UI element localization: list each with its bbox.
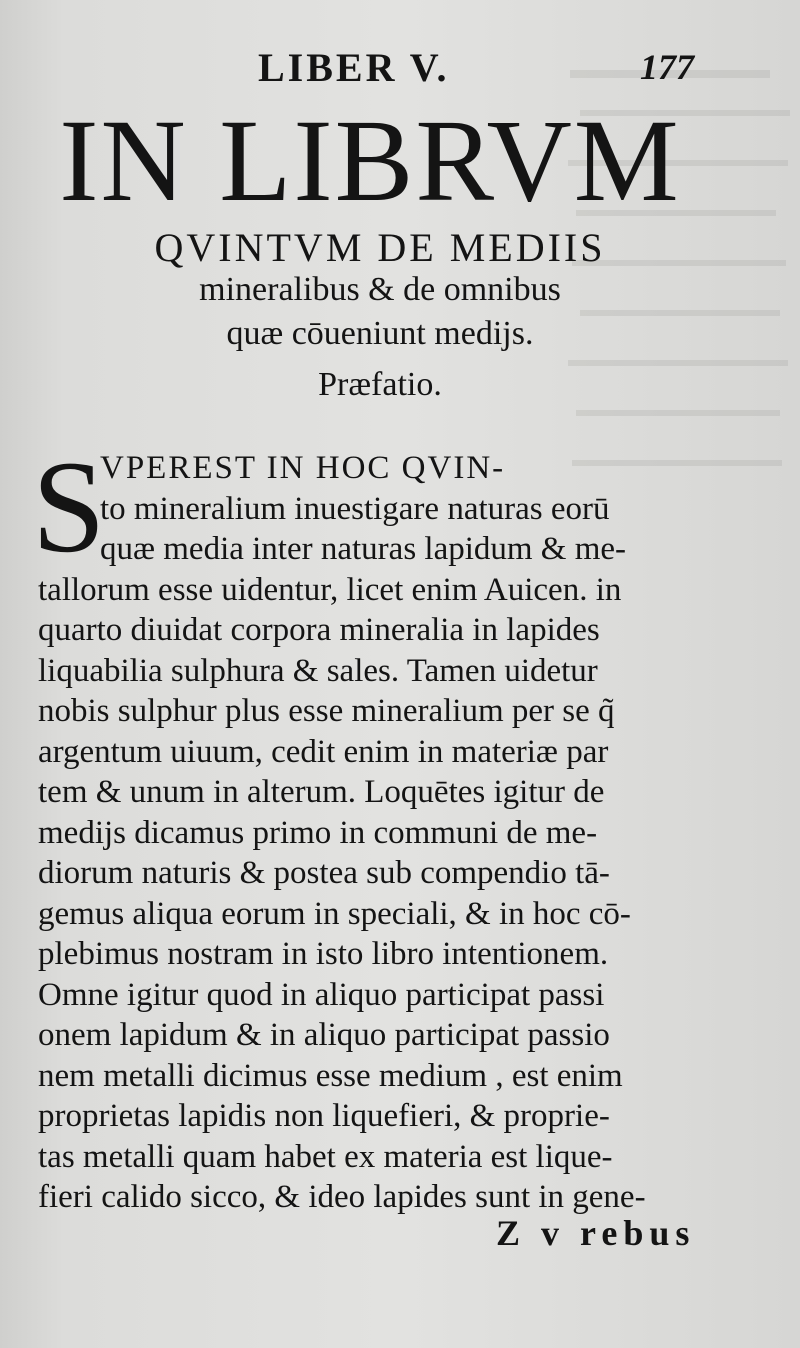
text-line: tas metalli quam habet ex materia est lique- bbox=[38, 1138, 613, 1175]
text-line: fieri calido sicco, & ideo lapides sunt in gene- bbox=[38, 1179, 646, 1215]
text-line: onem lapidum & in aliquo participat passio bbox=[38, 1017, 610, 1053]
page-header bbox=[0, 44, 800, 94]
text-line: tem & unum in alterum. Loquētes igitur de bbox=[38, 774, 605, 810]
text-line: proprietas lapidis non liquefieri, & proprie- bbox=[38, 1098, 610, 1134]
chapter-title: IN LIBRVM bbox=[59, 95, 681, 226]
text-line: quæ media inter naturas lapidum & me- bbox=[100, 531, 627, 567]
catchword: Z v rebus bbox=[496, 1213, 696, 1253]
text-line: quarto diuidat corpora mineralia in lapides bbox=[38, 612, 600, 648]
text-line: nobis sulphur plus esse mineralium per se q̃ bbox=[38, 693, 615, 729]
text-line: tallorum esse uidentur, licet enim Auicen. in bbox=[38, 571, 622, 608]
text-line: liquabilia sulphura & sales. Tamen uidetur bbox=[38, 652, 598, 689]
text-line: diorum naturis & postea sub compendio tā- bbox=[38, 855, 610, 891]
text-line: to mineralium inuestigare naturas eorū bbox=[100, 490, 610, 527]
chapter-subtitle-line-3: quæ cōueniunt medijs. bbox=[226, 315, 534, 352]
drop-cap-initial: S bbox=[32, 433, 106, 580]
preface-heading: Præfatio. bbox=[318, 366, 442, 403]
text-line: VPEREST IN HOC QVIN- bbox=[100, 450, 506, 486]
body-text bbox=[38, 448, 698, 1218]
text-line: plebimus nostram in isto libro intentionem. bbox=[38, 936, 609, 972]
text-line: nem metalli dicimus esse medium , est enim bbox=[38, 1057, 623, 1094]
text-line: gemus aliqua eorum in speciali, & in hoc cō- bbox=[38, 895, 631, 932]
text-line: argentum uiuum, cedit enim in materiæ par bbox=[38, 733, 609, 770]
chapter-subtitle-line-2: mineralibus & de omnibus bbox=[199, 271, 561, 308]
chapter-subtitle: QVINTVM DE MEDIIS bbox=[154, 225, 606, 270]
text-line: medijs dicamus primo in communi de me- bbox=[38, 814, 598, 851]
running-head: LIBER V. bbox=[258, 45, 450, 90]
page-number: 177 bbox=[640, 47, 694, 87]
text-line: Omne igitur quod in aliquo participat passi bbox=[38, 976, 605, 1013]
